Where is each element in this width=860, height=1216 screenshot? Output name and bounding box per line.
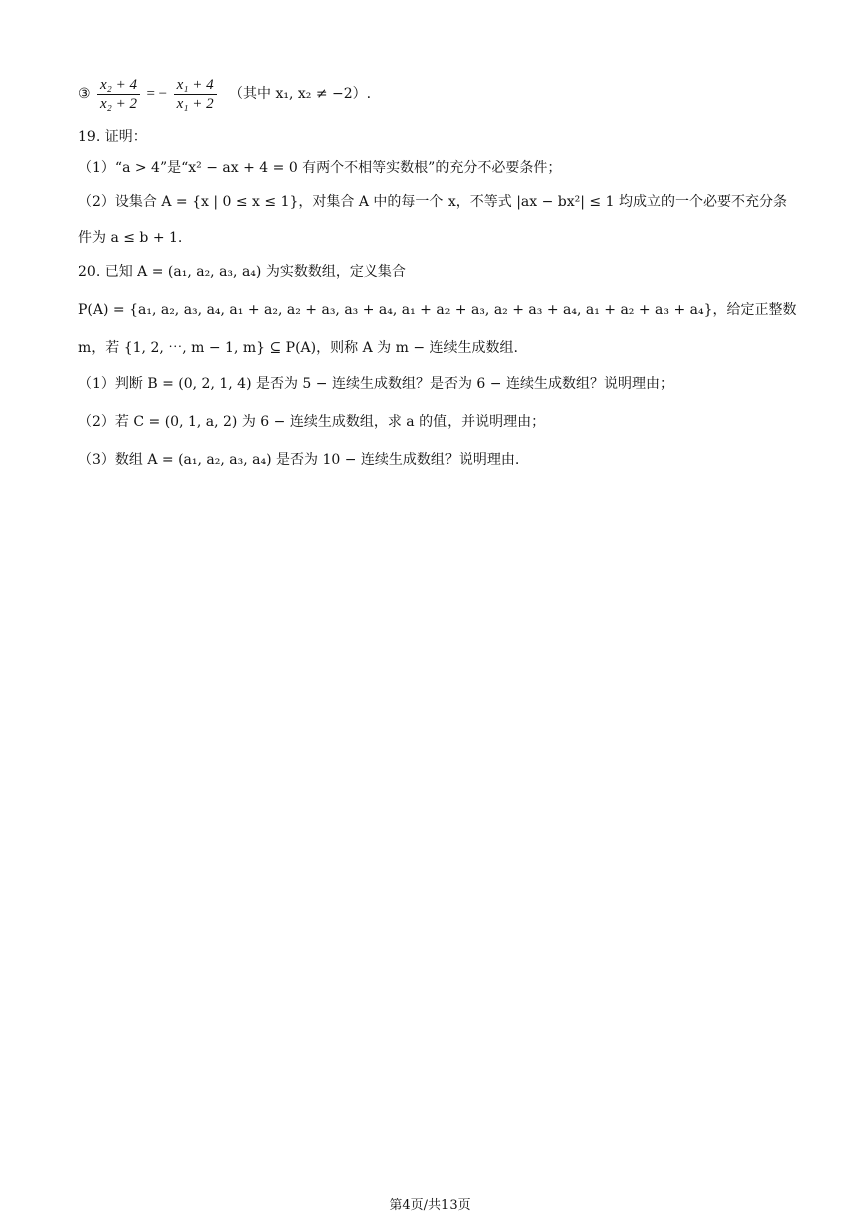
rhs-denominator: x₁ + 2	[176, 95, 214, 112]
equals-minus: = −	[146, 86, 168, 102]
q20-title: 20. 已知 A = (a₁, a₂, a₃, a₄) 为实数数组，定义集合	[78, 264, 406, 280]
q19-part2-line1: （2）设集合 A = {x | 0 ≤ x ≤ 1}，对集合 A 中的每一个 x，不等式 |ax − bx²| ≤ 1 均成立的一个必要不充分条	[78, 194, 787, 210]
lhs-fraction	[97, 76, 140, 113]
rhs-fraction	[174, 76, 217, 113]
q20-part1: （1）判断 B = (0, 2, 1, 4) 是否为 5 − 连续生成数组？是否为 6 − 连续生成数组？说明理由；	[78, 376, 674, 392]
lhs-denominator: x₂ + 2	[100, 95, 138, 112]
rhs-numerator: x₁ + 4	[174, 76, 217, 95]
q20-part2: （2）若 C = (0, 1, a, 2) 为 6 − 连续生成数组，求 a 的值，并说明理由；	[78, 414, 546, 430]
q20-condition: m，若 {1, 2, ⋯, m − 1, m} ⊆ P(A)，则称 A 为 m − 连续生成数组.	[78, 340, 518, 356]
q18-item3	[78, 70, 371, 118]
lhs-numerator: x₂ + 4	[97, 76, 140, 95]
q20-part3: （3）数组 A = (a₁, a₂, a₃, a₄) 是否为 10 − 连续生成数组？说明理由.	[78, 452, 520, 468]
page-footer: 第4页/共13页	[389, 1198, 471, 1213]
q19-part2-line2: 件为 a ≤ b + 1.	[78, 230, 183, 246]
q20-definition: P(A) = {a₁, a₂, a₃, a₄, a₁ + a₂, a₂ + a₃, a₃ + a₄, a₁ + a₂ + a₃, a₂ + a₃ + a₄, a₁ + a₂ + a₃ + a₄}，给定正整数	[78, 302, 797, 318]
q19-title: 19. 证明：	[78, 129, 147, 145]
item-marker: ③	[78, 86, 91, 102]
q19-part1: （1）“a > 4”是“x² − ax + 4 = 0 有两个不相等实数根”的充分不必要条件；	[78, 160, 562, 176]
item-note: （其中 x₁, x₂ ≠ −2）.	[229, 86, 372, 102]
